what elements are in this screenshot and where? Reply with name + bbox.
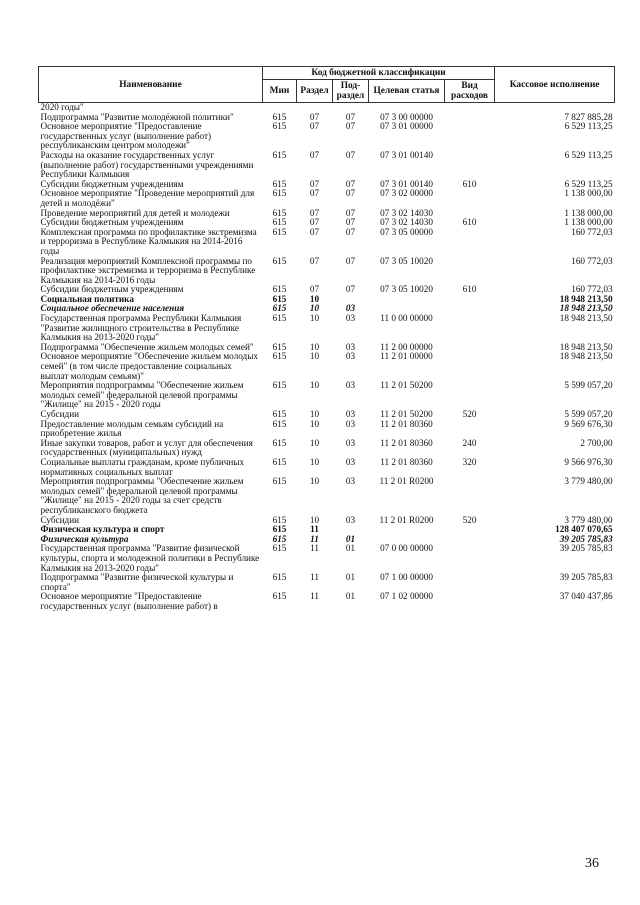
cell-vid: 520 bbox=[462, 514, 477, 525]
cell-vid: 610 bbox=[462, 217, 477, 228]
cell-razdel: 07 bbox=[309, 207, 320, 218]
cell-name: Подпрограмма "Развитие физической культуры и спорта" bbox=[40, 572, 234, 592]
cell-celevaya: 07 3 02 00000 bbox=[380, 188, 433, 199]
cell-min: 615 bbox=[272, 456, 287, 467]
cell-celevaya bbox=[369, 295, 445, 305]
cell-celevaya: 07 3 05 10020 bbox=[380, 284, 433, 295]
cell-vid bbox=[445, 477, 495, 515]
cell-min: 615 bbox=[272, 437, 287, 448]
cell-celevaya: 07 1 02 00000 bbox=[380, 591, 433, 602]
cell-sum: 6 529 113,25 bbox=[564, 149, 613, 160]
cell-vid bbox=[445, 295, 495, 305]
table-row bbox=[39, 189, 615, 208]
cell-celevaya: 11 2 01 R0200 bbox=[379, 476, 434, 487]
table-row bbox=[39, 352, 615, 381]
table-row bbox=[39, 592, 615, 611]
cell-celevaya: 11 2 01 50200 bbox=[380, 409, 433, 419]
table-row bbox=[39, 314, 615, 343]
cell-sum: 18 948 213,50 bbox=[559, 293, 613, 304]
cell-min: 615 bbox=[272, 188, 287, 199]
cell-podrazdel: 03 bbox=[345, 313, 356, 324]
table-row bbox=[39, 544, 615, 573]
cell-name: Проведение мероприятий для детей и молодежи bbox=[40, 207, 230, 218]
cell-podrazdel: 03 bbox=[345, 303, 356, 314]
cell-sum: 128 407 070,65 bbox=[555, 524, 613, 535]
cell-celevaya: 11 2 01 R0200 bbox=[379, 514, 434, 525]
cell-min: 615 bbox=[272, 226, 287, 237]
cell-vid bbox=[445, 304, 495, 314]
table-row bbox=[39, 458, 615, 477]
cell-min: 615 bbox=[272, 380, 287, 391]
cell-vid bbox=[445, 151, 495, 180]
cell-sum: 160 772,03 bbox=[571, 284, 613, 295]
cell-name: Расходы на оказание государственных услуг (выполнение работ) государственными учреждениями Республики Калмыкия bbox=[40, 149, 254, 180]
cell-podrazdel: 03 bbox=[345, 409, 356, 419]
cell-name: Субсидии бюджетным учреждениям bbox=[40, 178, 184, 189]
cell-sum: 7 827 885,28 bbox=[564, 111, 613, 122]
cell-min: 615 bbox=[272, 207, 287, 218]
cell-razdel: 07 bbox=[309, 255, 320, 266]
cell-name: Физическая культура и спорт bbox=[40, 524, 165, 535]
cell-min: 615 bbox=[272, 293, 287, 304]
cell-razdel: 10 bbox=[309, 293, 320, 304]
cell-sum: 39 205 785,83 bbox=[559, 533, 613, 544]
cell-vid: 520 bbox=[462, 409, 477, 419]
cell-sum: 9 566 976,30 bbox=[564, 456, 613, 467]
cell-podrazdel: 07 bbox=[345, 226, 356, 237]
cell-name: 2020 годы" bbox=[40, 102, 84, 112]
cell-min: 615 bbox=[272, 217, 287, 228]
cell-name: Социальные выплаты гражданам, кроме публичных нормативных социальных выплат bbox=[40, 456, 245, 477]
cell-celevaya: 11 2 01 80360 bbox=[380, 418, 433, 429]
cell-name: Предоставление молодым семьям субсидий на приобретение жилья bbox=[40, 418, 224, 439]
cell-min: 615 bbox=[272, 313, 287, 324]
cell-sum: 1 138 000,00 bbox=[564, 188, 613, 199]
cell-name: Субсидии бюджетным учреждениям bbox=[40, 284, 184, 295]
cell-podrazdel: 03 bbox=[345, 341, 356, 352]
cell-razdel: 07 bbox=[309, 121, 320, 132]
cell-min: 615 bbox=[272, 178, 287, 189]
cell-podrazdel: 07 bbox=[345, 255, 356, 266]
cell-celevaya: 07 3 01 00140 bbox=[380, 178, 433, 189]
cell-name: Мероприятия подпрограммы "Обеспечение жильем молодых семей" федеральной целевой программы "Жилище" на 2015 - 2020 годы bbox=[40, 380, 244, 410]
cell-sum: 6 529 113,25 bbox=[564, 121, 613, 132]
cell-razdel: 10 bbox=[309, 351, 320, 362]
cell-min: 615 bbox=[272, 121, 287, 132]
cell-name: Основное мероприятие "Проведение мероприятий для детей и молодёжи" bbox=[40, 188, 255, 208]
cell-sum: 5 599 057,20 bbox=[564, 380, 613, 391]
cell-razdel: 11 bbox=[310, 543, 319, 554]
cell-min: 615 bbox=[272, 524, 287, 535]
cell-sum: 9 569 676,30 bbox=[564, 418, 613, 429]
cell-podrazdel: 01 bbox=[345, 591, 356, 602]
cell-sum: 6 529 113,25 bbox=[564, 178, 613, 189]
cell-name: Иные закупки товаров, работ и услуг для обеспечения государственных (муниципальных) нужд bbox=[40, 437, 253, 458]
cell-podrazdel: 07 bbox=[345, 207, 356, 218]
cell-razdel: 07 bbox=[309, 111, 320, 122]
table-body bbox=[39, 103, 615, 612]
cell-celevaya: 07 3 05 10020 bbox=[380, 255, 433, 266]
cell-vid: 320 bbox=[462, 456, 477, 467]
cell-razdel: 07 bbox=[309, 226, 320, 237]
cell-sum: 5 599 057,20 bbox=[564, 409, 613, 419]
table-row bbox=[39, 228, 615, 257]
cell-name: Социальное обеспечение населения bbox=[40, 303, 185, 314]
cell-name: Субсидии bbox=[40, 409, 80, 419]
cell-sum: 160 772,03 bbox=[571, 226, 613, 237]
cell-podrazdel: 01 bbox=[345, 572, 356, 583]
cell-celevaya: 07 3 00 00000 bbox=[380, 111, 433, 122]
cell-razdel: 10 bbox=[309, 380, 320, 391]
cell-celevaya: 11 2 00 00000 bbox=[380, 341, 433, 352]
table-row bbox=[39, 122, 615, 151]
cell-podrazdel: 03 bbox=[345, 418, 356, 429]
cell-celevaya: 11 2 01 80360 bbox=[380, 456, 433, 467]
cell-vid bbox=[445, 381, 495, 410]
cell-sum: 37 040 437,86 bbox=[559, 591, 613, 602]
table-row bbox=[39, 477, 615, 515]
cell-vid bbox=[445, 535, 495, 545]
header-vid: Вид расходов bbox=[445, 80, 495, 103]
cell-vid bbox=[445, 189, 495, 208]
cell-name: Основное мероприятие "Обеспечение жильем молодых семей" (в том числе предоставление социальных выплат молодым семьям)" bbox=[40, 351, 258, 381]
cell-min: 615 bbox=[272, 591, 287, 602]
cell-podrazdel: 07 bbox=[345, 178, 356, 189]
cell-razdel: 10 bbox=[309, 456, 320, 467]
cell-name: Комплексная программа по профилактике экстремизма и терроризма в Республике Калмыкия на 2014-2016 годы bbox=[40, 226, 257, 256]
cell-name: Основное мероприятие "Предоставление государственных услуг (выполнение работ) в bbox=[40, 591, 218, 611]
cell-name: Физическая культура bbox=[40, 533, 129, 544]
cell-razdel: 10 bbox=[309, 313, 320, 324]
cell-min: 615 bbox=[272, 149, 287, 160]
cell-min: 615 bbox=[272, 255, 287, 266]
header-razdel: Раздел bbox=[297, 80, 333, 103]
cell-vid: 240 bbox=[462, 437, 477, 448]
cell-name: Подпрограмма "Обеспечение жильем молодых семей" bbox=[40, 341, 254, 352]
cell-podrazdel: 03 bbox=[345, 437, 356, 448]
cell-name: Субсидии bbox=[40, 514, 80, 525]
cell-sum: 39 205 785,83 bbox=[559, 543, 613, 554]
table-row bbox=[39, 151, 615, 180]
cell-name: Государственная программа "Развитие физической культуры, спорта и молодежной политики в Республике Калмыкия на 2013-2020 годы" bbox=[40, 543, 260, 573]
cell-vid bbox=[445, 573, 495, 592]
cell-min: 615 bbox=[272, 303, 287, 314]
cell-razdel: 10 bbox=[309, 341, 320, 352]
cell-vid bbox=[445, 314, 495, 343]
cell-vid bbox=[445, 544, 495, 573]
cell-podrazdel: 03 bbox=[345, 456, 356, 467]
cell-celevaya: 07 3 02 14030 bbox=[380, 217, 433, 228]
cell-vid bbox=[445, 113, 495, 123]
cell-podrazdel: 07 bbox=[345, 217, 356, 228]
cell-celevaya: 07 0 00 00000 bbox=[380, 543, 433, 554]
cell-razdel: 11 bbox=[310, 533, 319, 544]
budget-table bbox=[38, 66, 615, 611]
header-name: Наименование bbox=[39, 67, 263, 103]
cell-sum: 1 138 000,00 bbox=[564, 217, 613, 228]
cell-vid bbox=[445, 352, 495, 381]
page-number: 36 bbox=[585, 856, 599, 871]
cell-razdel: 10 bbox=[309, 437, 320, 448]
header-min: Мин bbox=[263, 80, 297, 103]
cell-celevaya: 07 1 00 00000 bbox=[380, 572, 433, 583]
cell-vid bbox=[445, 228, 495, 257]
cell-vid bbox=[445, 257, 495, 286]
cell-vid bbox=[445, 420, 495, 439]
cell-min: 615 bbox=[272, 572, 287, 583]
cell-vid: 610 bbox=[462, 178, 477, 189]
cell-podrazdel: 03 bbox=[345, 514, 356, 525]
cell-celevaya: 11 2 01 00000 bbox=[380, 351, 433, 362]
cell-vid bbox=[445, 122, 495, 151]
cell-razdel: 07 bbox=[309, 188, 320, 199]
cell-celevaya: 11 2 01 50200 bbox=[380, 380, 433, 391]
cell-min: 615 bbox=[272, 476, 287, 487]
header-podrazdel: Под-раздел bbox=[333, 80, 369, 103]
cell-min: 615 bbox=[272, 533, 287, 544]
cell-vid bbox=[445, 103, 495, 113]
cell-razdel: 10 bbox=[309, 418, 320, 429]
cell-name: Мероприятия подпрограммы "Обеспечение жильем молодых семей" федеральной целевой программы "Жилище" на 2015 - 2020 годы за счет средств республиканского бюджета bbox=[40, 476, 244, 515]
cell-sum: 2 700,00 bbox=[580, 437, 613, 448]
cell-vid bbox=[445, 343, 495, 353]
cell-celevaya bbox=[369, 525, 445, 535]
cell-sum: 18 948 213,50 bbox=[559, 351, 613, 362]
cell-sum: 3 779 480,00 bbox=[564, 514, 613, 525]
cell-sum: 160 772,03 bbox=[571, 255, 613, 266]
cell-podrazdel: 01 bbox=[345, 533, 356, 544]
cell-razdel: 10 bbox=[309, 303, 320, 314]
cell-podrazdel: 07 bbox=[345, 284, 356, 295]
cell-podrazdel: 03 bbox=[345, 476, 356, 487]
cell-sum: 18 948 213,50 bbox=[559, 313, 613, 324]
cell-razdel: 10 bbox=[309, 514, 320, 525]
cell-podrazdel: 07 bbox=[345, 149, 356, 160]
table-row bbox=[39, 257, 615, 286]
table-row bbox=[39, 439, 615, 458]
cell-min: 615 bbox=[272, 543, 287, 554]
cell-celevaya: 07 3 01 00000 bbox=[380, 121, 433, 132]
cell-sum: 18 948 213,50 bbox=[559, 303, 613, 314]
cell-vid bbox=[445, 592, 495, 611]
cell-name: Субсидии бюджетным учреждениям bbox=[40, 217, 184, 228]
cell-razdel: 10 bbox=[309, 476, 320, 487]
table-header bbox=[39, 67, 615, 103]
cell-podrazdel: 01 bbox=[345, 543, 356, 554]
cell-podrazdel: 07 bbox=[345, 111, 356, 122]
cell-min: 615 bbox=[272, 341, 287, 352]
cell-name: Государственная программа Республики Калмыкия "Развитие жилищного строительства в Республике Калмыкия на 2013-2020 годы" bbox=[40, 313, 242, 343]
table-row bbox=[39, 573, 615, 592]
table-row bbox=[39, 381, 615, 410]
cell-razdel: 11 bbox=[310, 524, 319, 535]
cell-celevaya: 11 0 00 00000 bbox=[380, 313, 433, 324]
cell-razdel: 07 bbox=[309, 149, 320, 160]
cell-razdel: 11 bbox=[310, 591, 319, 602]
header-kassovoe: Кассовое исполнение bbox=[495, 67, 615, 103]
cell-razdel: 07 bbox=[309, 217, 320, 228]
cell-razdel: 11 bbox=[310, 572, 319, 583]
cell-min: 615 bbox=[272, 351, 287, 362]
cell-sum: 18 948 213,50 bbox=[559, 341, 613, 352]
cell-razdel: 10 bbox=[309, 409, 320, 419]
cell-name: Социальная политика bbox=[40, 293, 134, 304]
cell-razdel: 07 bbox=[309, 284, 320, 295]
cell-name: Подпрограмма "Развитие молодёжной политики" bbox=[40, 111, 234, 122]
cell-celevaya: 11 2 01 80360 bbox=[380, 437, 433, 448]
cell-sum: 39 205 785,83 bbox=[559, 572, 613, 583]
cell-min: 615 bbox=[272, 409, 287, 419]
cell-vid: 610 bbox=[462, 284, 477, 295]
cell-min: 615 bbox=[272, 111, 287, 122]
cell-name: Основное мероприятие "Предоставление государственных услуг (выполнение работ) республиканским центром молодежи" bbox=[40, 121, 212, 151]
cell-podrazdel: 03 bbox=[345, 380, 356, 391]
cell-celevaya: 07 3 05 00000 bbox=[380, 226, 433, 237]
cell-podrazdel: 07 bbox=[345, 121, 356, 132]
cell-celevaya: 07 3 01 00140 bbox=[380, 149, 433, 160]
cell-podrazdel: 07 bbox=[345, 188, 356, 199]
cell-name: Реализация мероприятий Комплексной программы по профилактике экстремизма и терроризма в Республике Калмыкия на 2014-2016 годы bbox=[40, 255, 256, 285]
cell-vid bbox=[445, 525, 495, 535]
header-celevaya: Целевая статья bbox=[369, 80, 445, 103]
table-row bbox=[39, 420, 615, 439]
header-classification-group: Код бюджетной классификации bbox=[263, 67, 495, 80]
cell-min: 615 bbox=[272, 284, 287, 295]
cell-sum: 3 779 480,00 bbox=[564, 476, 613, 487]
cell-podrazdel: 03 bbox=[345, 351, 356, 362]
cell-min: 615 bbox=[272, 514, 287, 525]
cell-celevaya: 07 3 02 14030 bbox=[380, 207, 433, 218]
cell-min: 615 bbox=[272, 418, 287, 429]
cell-razdel: 07 bbox=[309, 178, 320, 189]
cell-sum: 1 138 000,00 bbox=[564, 207, 613, 218]
